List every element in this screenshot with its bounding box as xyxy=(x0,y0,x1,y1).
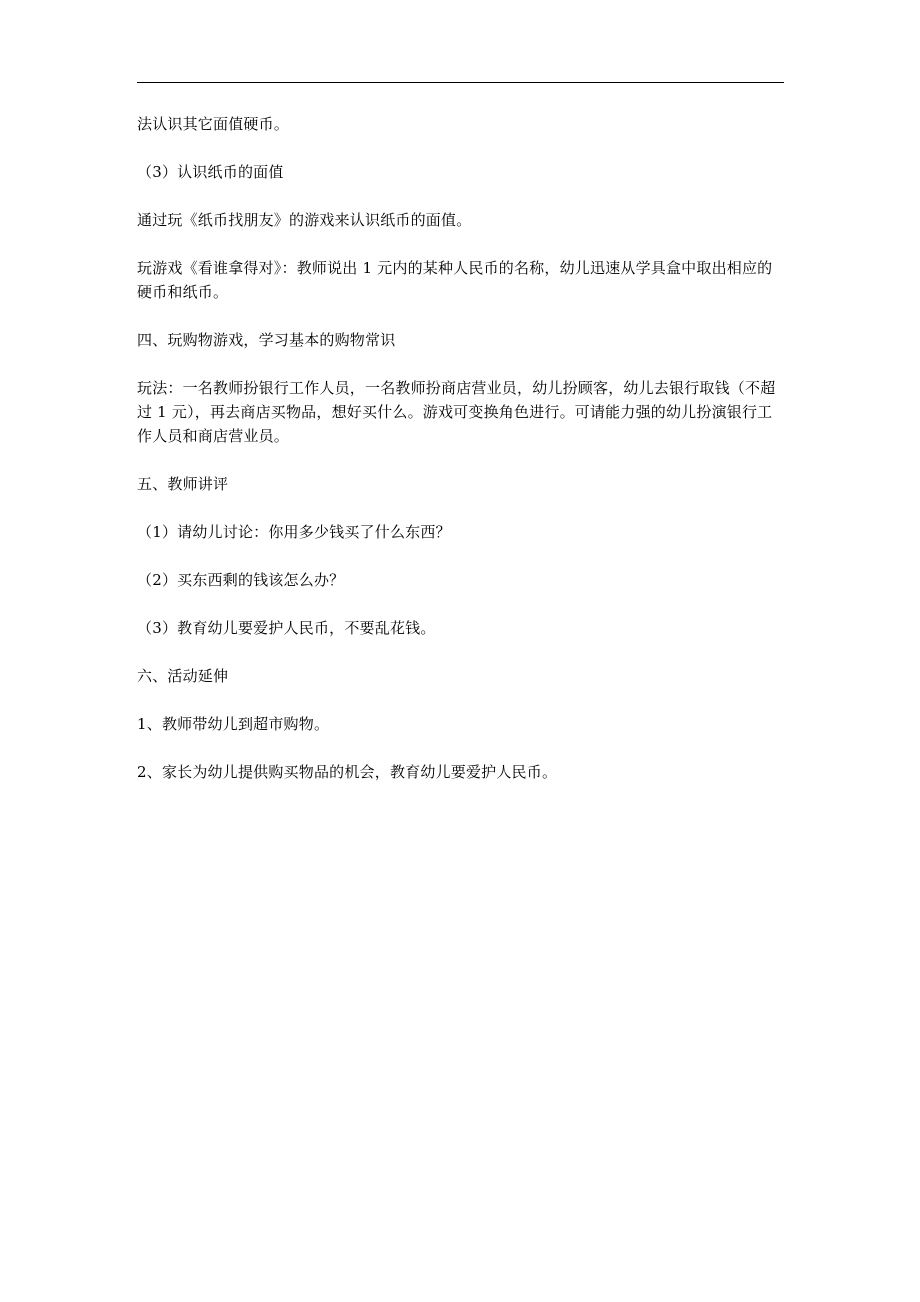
document-body xyxy=(137,112,787,784)
paragraph-review-1: （1）请幼儿讨论：你用多少钱买了什么东西？ xyxy=(137,523,451,541)
paragraph-extension-1: 1、教师带幼儿到超市购物。 xyxy=(137,715,330,733)
paragraph-extension-2: 2、家长为幼儿提供购买物品的机会，教育幼儿要爱护人民币。 xyxy=(137,763,558,781)
section-heading-extension: 六、活动延伸 xyxy=(137,667,229,685)
section-heading-shopping-game: 四、玩购物游戏，学习基本的购物常识 xyxy=(137,331,396,349)
paragraph-step-3-heading: （3）认识纸币的面值 xyxy=(137,163,284,181)
paragraph-shopping-rules: 玩法：一名教师扮银行工作人员，一名教师扮商店营业员，幼儿扮顾客，幼儿去银行取钱（不超过 1 元），再去商店买物品，想好买什么。游戏可变换角色进行。可请能力强的幼儿扮演银行工作人员和商店营业员。 xyxy=(137,379,776,445)
paragraph-pick-right-game: 玩游戏《看谁拿得对》：教师说出 1 元内的某种人民币的名称，幼儿迅速从学具盒中取出相应的硬币和纸币。 xyxy=(137,259,773,301)
paragraph-review-2: （2）买东西剩的钱该怎么办？ xyxy=(137,571,345,589)
header-rule xyxy=(137,82,784,83)
paragraph-review-3: （3）教育幼儿要爱护人民币，不要乱花钱。 xyxy=(137,619,436,637)
section-heading-teacher-review: 五、教师讲评 xyxy=(137,475,229,493)
paragraph-coin-continuation: 法认识其它面值硬币。 xyxy=(137,115,290,133)
paragraph-paper-money-game: 通过玩《纸币找朋友》的游戏来认识纸币的面值。 xyxy=(137,211,472,229)
